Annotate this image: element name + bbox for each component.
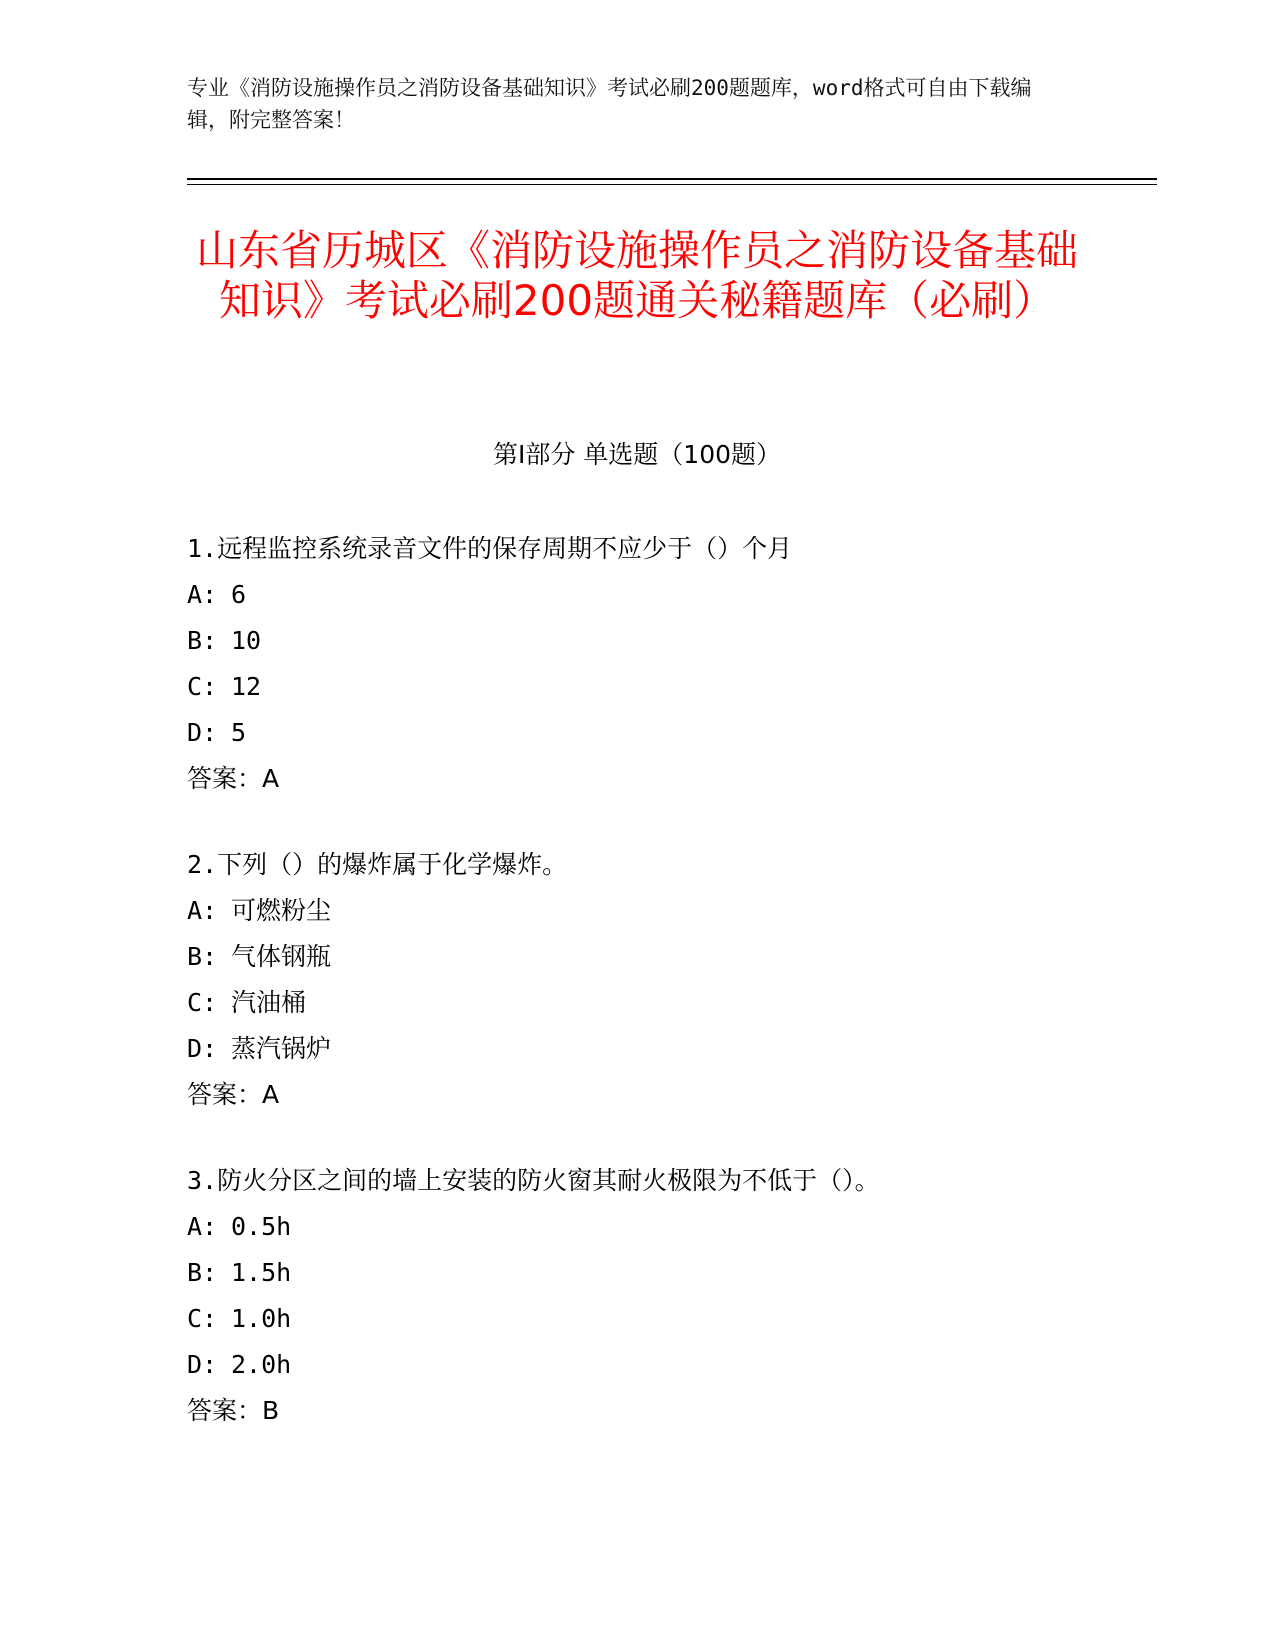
option-d — [187, 1342, 1147, 1388]
option-c — [187, 664, 1147, 710]
option-letter: A: — [187, 580, 218, 609]
answer-text: 答案：A — [187, 764, 280, 793]
option-text: 1.0h — [231, 1304, 292, 1333]
option-c — [187, 980, 1147, 1026]
option-a — [187, 572, 1147, 618]
option-letter: A: — [187, 1212, 218, 1241]
question-text: 2.下列（）的爆炸属于化学爆炸。 — [187, 850, 568, 879]
option-text: 12 — [231, 672, 262, 701]
option-text: 蒸汽锅炉 — [231, 1034, 332, 1063]
option-letter: D: — [187, 1034, 218, 1063]
header-rule-thick — [187, 178, 1157, 180]
header-rule-thin — [187, 184, 1157, 185]
answer-text: 答案：A — [187, 1080, 280, 1109]
option-letter: B: — [187, 626, 218, 655]
option-letter: D: — [187, 1350, 218, 1379]
option-text: 0.5h — [231, 1212, 292, 1241]
option-letter: C: — [187, 672, 218, 701]
question-text: 1.远程监控系统录音文件的保存周期不应少于（）个月 — [187, 534, 793, 563]
option-letter: B: — [187, 1258, 218, 1287]
option-d — [187, 710, 1147, 756]
option-letter: B: — [187, 942, 218, 971]
option-text: 气体钢瓶 — [231, 942, 332, 971]
option-text: 6 — [231, 580, 247, 609]
option-text: 可燃粉尘 — [231, 896, 332, 925]
option-c — [187, 1296, 1147, 1342]
header-note: 专业《消防设施操作员之消防设备基础知识》考试必刷200题题库，word格式可自由下载编辑，附完整答案！ — [187, 76, 1032, 132]
option-text: 5 — [231, 718, 247, 747]
option-text: 10 — [231, 626, 262, 655]
option-text: 汽油桶 — [231, 988, 307, 1017]
option-b — [187, 1250, 1147, 1296]
question-item — [187, 1158, 1147, 1434]
option-a — [187, 888, 1147, 934]
option-letter: C: — [187, 1304, 218, 1333]
section-heading: 第I部分 单选题（100题） — [492, 440, 782, 469]
option-a — [187, 1204, 1147, 1250]
question-list — [187, 526, 1147, 1474]
question-item — [187, 526, 1147, 802]
question-text: 3.防火分区之间的墙上安装的防火窗其耐火极限为不低于（）。 — [187, 1166, 880, 1195]
option-letter: D: — [187, 718, 218, 747]
question-item — [187, 842, 1147, 1118]
option-text: 1.5h — [231, 1258, 292, 1287]
option-letter: C: — [187, 988, 218, 1017]
option-b — [187, 934, 1147, 980]
answer-text: 答案：B — [187, 1396, 280, 1425]
option-letter: A: — [187, 896, 218, 925]
option-d — [187, 1026, 1147, 1072]
option-b — [187, 618, 1147, 664]
document-title: 山东省历城区《消防设施操作员之消防设备基础知识》考试必刷200题通关秘籍题库（必刷） — [195, 226, 1078, 325]
option-text: 2.0h — [231, 1350, 292, 1379]
